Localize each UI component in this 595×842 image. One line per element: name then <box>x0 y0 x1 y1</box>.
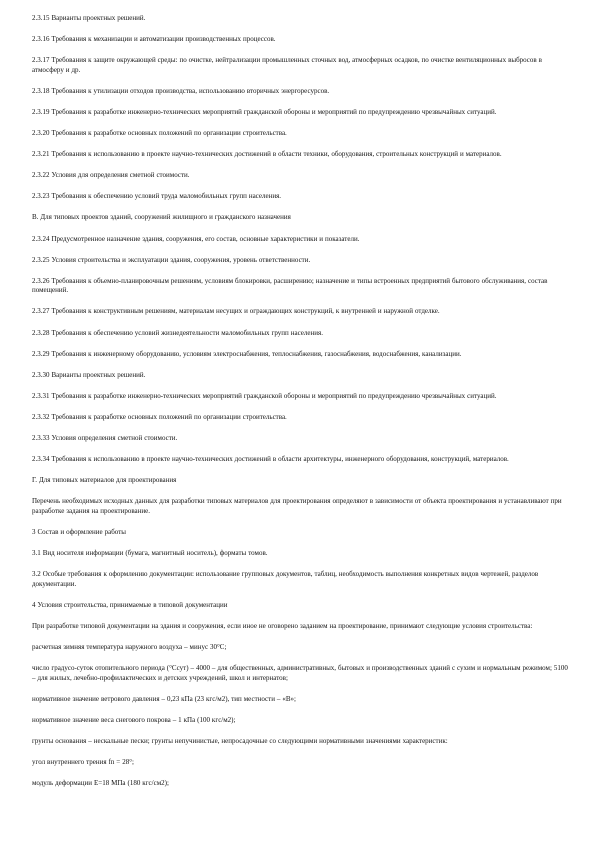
paragraph-wind-pressure: нормативное значение ветрового давления – 0,23 кПа (23 кгс/м2), тип местности – «В»; <box>32 694 296 703</box>
section-heading-g: Г. Для типовых материалов для проектирования <box>32 476 177 485</box>
paragraph-2-3-17: 2.3.17 Требования к защите окружающей среды: по очистке, нейтрализации промышленных сточных вод, атмосферных осадков, по очистке вентиляционных выбросов в атмосферу и др. <box>32 56 542 74</box>
paragraph-2-3-23: 2.3.23 Требования к обеспечению условий труда маломобильных групп населения. <box>32 192 282 201</box>
paragraph-2-3-34: 2.3.34 Требования к использованию в проекте научно-технических достижений в области архитектуры, инженерного оборудования, конструкций, материалов. <box>32 455 509 464</box>
paragraph-2-3-31: 2.3.31 Требования к разработке инженерно-технических мероприятий гражданской обороны и мероприятий по предупреждению чрезвычайных ситуаций. <box>32 391 497 400</box>
paragraph-deformation-modulus: модуль деформации Е=18 МПа (180 кгс/см2); <box>32 779 169 788</box>
paragraph-2-3-29: 2.3.29 Требования к инженерному оборудованию, условиям электроснабжения, теплоснабжения, газоснабжения, водоснабжения, канализации. <box>32 349 462 358</box>
paragraph-conditions-intro: При разработке типовой документации на здания и сооружения, если иное не оговорено заданием на проектирование, принимают следующие условия строительства: <box>32 621 533 630</box>
paragraph-2-3-18: 2.3.18 Требования к утилизации отходов производства, использованию вторичных энергоресурсов. <box>32 86 330 95</box>
paragraph-winter-temperature: расчетная зимняя температура наружного воздуха – минус 30°С; <box>32 643 227 651</box>
paragraph-degree-days: число градусо-суток отопительного периода (°Ссут) – 4000 – для общественных, административных, бытовых и производственных зданий с сухим и нормальным режимом; 5100 – для жилых, лечебно-профилактических и детских учреждений, школ и интернатов; <box>32 664 568 682</box>
paragraph-friction-angle: угол внутреннего трения fn = 28°; <box>32 758 134 767</box>
paragraph-2-3-25: 2.3.25 Условия строительства и эксплуатации здания, сооружения, уровень ответственности. <box>32 255 311 264</box>
paragraph-2-3-27: 2.3.27 Требования к конструктивным решениям, материалам несущих и ограждающих конструкций, к внутренней и наружной отделке. <box>32 307 440 316</box>
paragraph-2-3-33: 2.3.33 Условия определения сметной стоимости. <box>32 433 178 442</box>
paragraph-3-2: 3.2 Особые требования к оформлению документации: использование групповых документов, таблиц, необходимость выполнения конкретных видов чертежей, разделов документации. <box>32 570 539 588</box>
paragraph-2-3-21: 2.3.21 Требования к использованию в проекте научно-технических достижений в области техники, оборудования, строительных конструкций и материалов. <box>32 150 502 159</box>
paragraph-3-1: 3.1 Вид носителя информации (бумага, магнитный носитель), форматы томов. <box>32 549 268 558</box>
paragraph-2-3-26: 2.3.26 Требования к объемно-планировочным решениям, условиям блокировки, расширению; назначение и типы встроенных предприятий бытового обслуживания, состав помещений. <box>32 276 548 295</box>
section-heading-3: 3 Состав и оформление работы <box>32 527 126 536</box>
paragraph-2-3-15: 2.3.15 Варианты проектных решений. <box>32 14 146 22</box>
paragraph-2-3-30: 2.3.30 Варианты проектных решений. <box>32 370 146 379</box>
section-heading-4: 4 Условия строительства, принимаемые в типовой документации <box>32 600 228 609</box>
paragraph-2-3-32: 2.3.32 Требования к разработке основных положений по организации строительства. <box>32 412 287 421</box>
document-page <box>32 14 572 800</box>
paragraph-2-3-24: 2.3.24 Предусмотренное назначение здания, сооружения, его состав, основные характеристики и показатели. <box>32 234 360 243</box>
section-heading-v: В. Для типовых проектов зданий, сооружений жилищного и гражданского назначения <box>32 213 291 222</box>
paragraph-soil-base: грунты основания – нескальные пески; грунты непучинистые, непросадочные со следующими нормативными значениями характеристик: <box>32 736 448 745</box>
paragraph-2-3-22: 2.3.22 Условия для определения сметной стоимости. <box>32 171 190 180</box>
paragraph-typical-materials: Перечень необходимых исходных данных для разработки типовых материалов для проектирования определяют в зависимости от объекта проектирования и устанавливают при разработке задания на проектирование. <box>32 497 562 515</box>
paragraph-2-3-20: 2.3.20 Требования к разработке основных положений по организации строительства. <box>32 129 287 138</box>
paragraph-2-3-19: 2.3.19 Требования к разработке инженерно-технических мероприятий гражданской обороны и мероприятий по предупреждению чрезвычайных ситуаций. <box>32 107 497 116</box>
paragraph-snow-load: нормативное значение веса снегового покрова – 1 кПа (100 кгс/м2); <box>32 715 236 724</box>
paragraph-2-3-16: 2.3.16 Требования к механизации и автоматизации производственных процессов. <box>32 35 276 44</box>
paragraph-2-3-28: 2.3.28 Требования к обеспечению условий жизнедеятельности маломобильных групп населения. <box>32 328 323 337</box>
